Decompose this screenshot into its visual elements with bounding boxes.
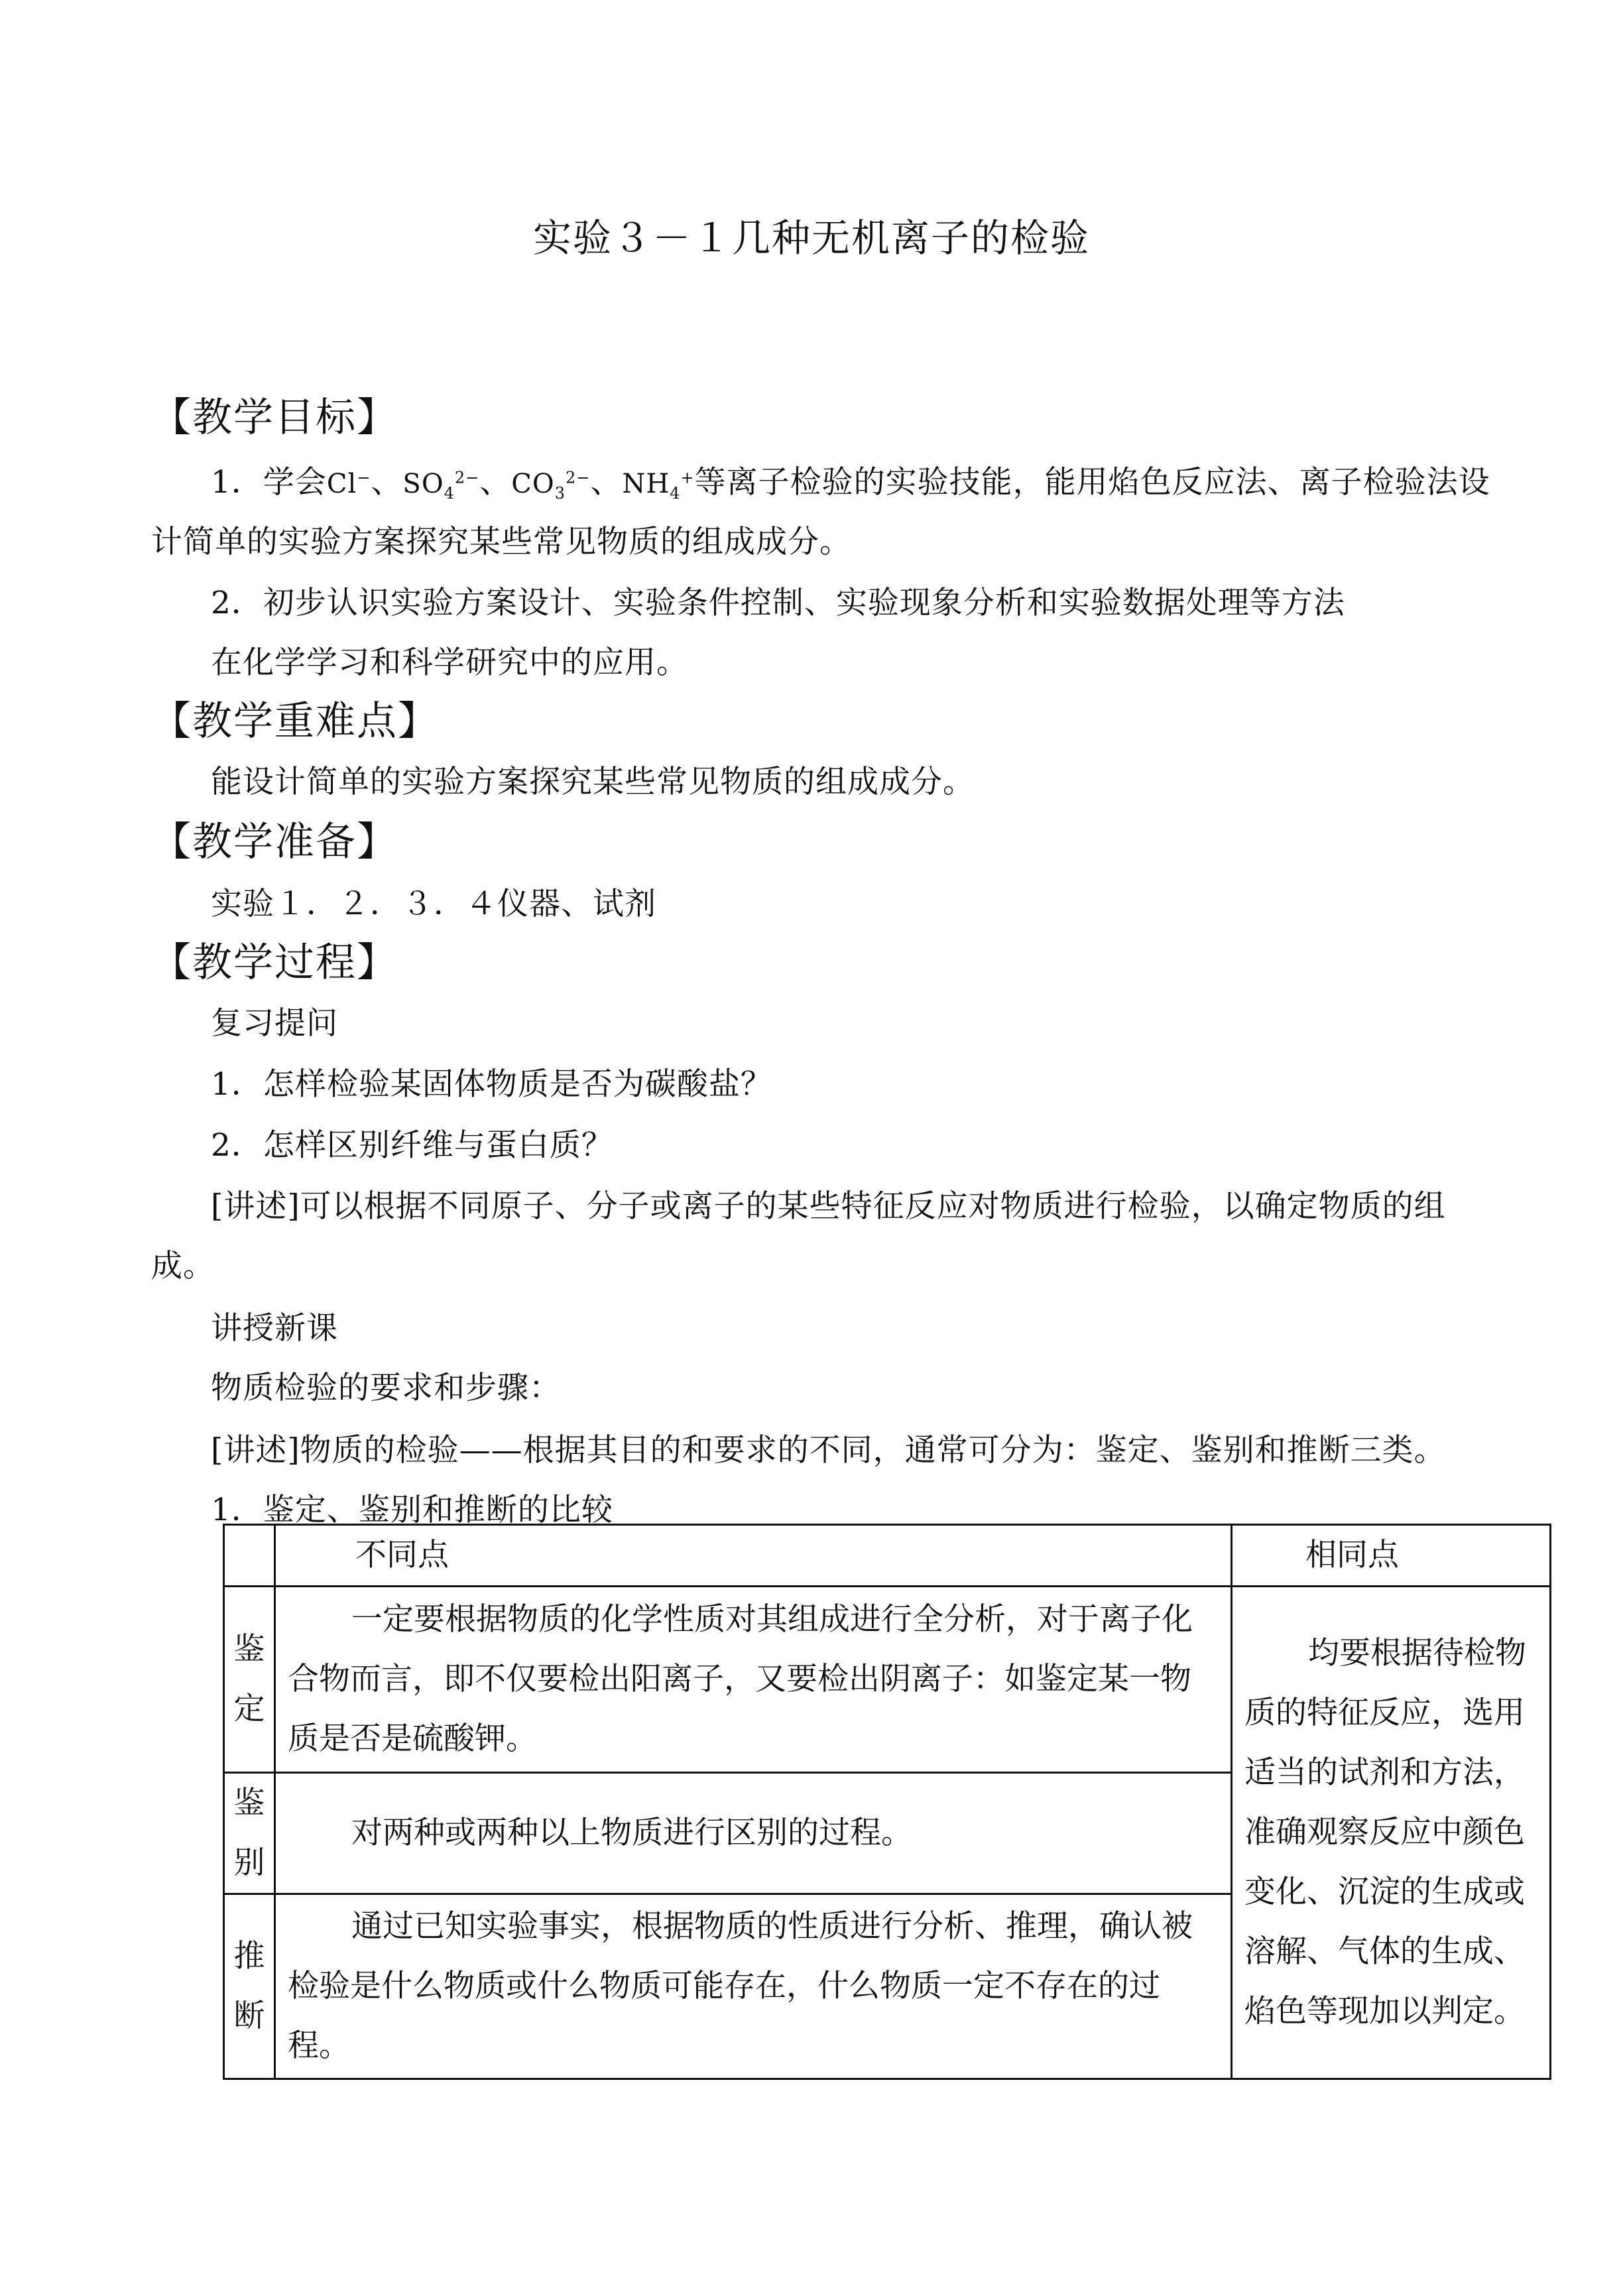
row-text: 对两种或两种以上物质进行区别的过程。 <box>275 1773 1232 1894</box>
goal-item-2: 2．初步认识实验方案设计、实验条件控制、实验现象分析和实验数据处理等方法 <box>211 585 1345 621</box>
row-label: 鉴别 <box>233 1785 265 1881</box>
row-label-cell <box>224 1587 275 1773</box>
compare-title: 1．鉴定、鉴别和推断的比较 <box>211 1492 613 1528</box>
section-heading-prep: 【教学准备】 <box>151 819 398 865</box>
row-text: 通过已知实验事实，根据物质的性质进行分析、推理，确认被检验是什么物质或什么物质可能存在，什么物质一定不存在的过程。 <box>275 1894 1232 2079</box>
row-label-cell <box>224 1894 275 2079</box>
row-label: 鉴定 <box>233 1631 265 1727</box>
lecture-2: [讲述]物质的检验——根据其目的和要求的不同，通常可分为：鉴定、鉴别和推断三类。 <box>211 1432 1446 1469</box>
section-heading-process: 【教学过程】 <box>151 939 398 986</box>
row-text: 一定要根据物质的化学性质对其组成进行全分析，对于离子化合物而言，即不仅要检出阳离子，又要检出阴离子：如鉴定某一物质是否是硫酸钾。 <box>275 1587 1232 1773</box>
header-empty-cell <box>224 1525 275 1587</box>
same-points-text: 均要根据待检物质的特征反应，选用适当的试剂和方法，准确观察反应中颜色变化、沉淀的生成或溶解、气体的生成、焰色等现加以判定。 <box>1232 1587 1551 2079</box>
review-label: 复习提问 <box>211 1005 338 1042</box>
row-label: 推断 <box>233 1938 265 2034</box>
goal-item-1: 1．学会Cl−、$SO_4^{2-}$、$CO_3^{2-}$、$NH_4^+$等离子检验的实验技能，能用焰色反应法、离子检验法设 <box>211 464 1490 503</box>
goal-item-2-cont: 在化学学习和科学研究中的应用。 <box>211 644 688 681</box>
table-row <box>224 1587 1551 1773</box>
row-label-cell <box>224 1773 275 1894</box>
table-header-row <box>224 1525 1551 1587</box>
new-lesson-label: 讲授新课 <box>211 1310 338 1347</box>
question-2: 2．怎样区别纤维与蛋白质？ <box>211 1127 613 1164</box>
lecture-1: [讲述]可以根据不同原子、分子或离子的某些特征反应对物质进行检验，以确定物质的组 <box>211 1188 1446 1225</box>
requirements-label: 物质检验的要求和步骤： <box>211 1370 561 1406</box>
comparison-table <box>223 1524 1551 2080</box>
header-diff: 不同点 <box>275 1525 1232 1587</box>
section-heading-goals: 【教学目标】 <box>151 394 398 441</box>
page-title: 实验３－１几种无机离子的检验 <box>532 215 1090 261</box>
question-1: 1．怎样检验某固体物质是否为碳酸盐？ <box>211 1066 772 1103</box>
lecture-1-cont: 成。 <box>151 1248 215 1284</box>
header-same: 相同点 <box>1232 1525 1551 1587</box>
goal-item-1-cont: 计简单的实验方案探究某些常见物质的组成成分。 <box>151 524 851 560</box>
prep-text: 实验１．２．３．４仪器、试剂 <box>211 886 656 922</box>
key-text: 能设计简单的实验方案探究某些常见物质的组成成分。 <box>211 764 975 800</box>
section-heading-key: 【教学重难点】 <box>151 698 439 745</box>
